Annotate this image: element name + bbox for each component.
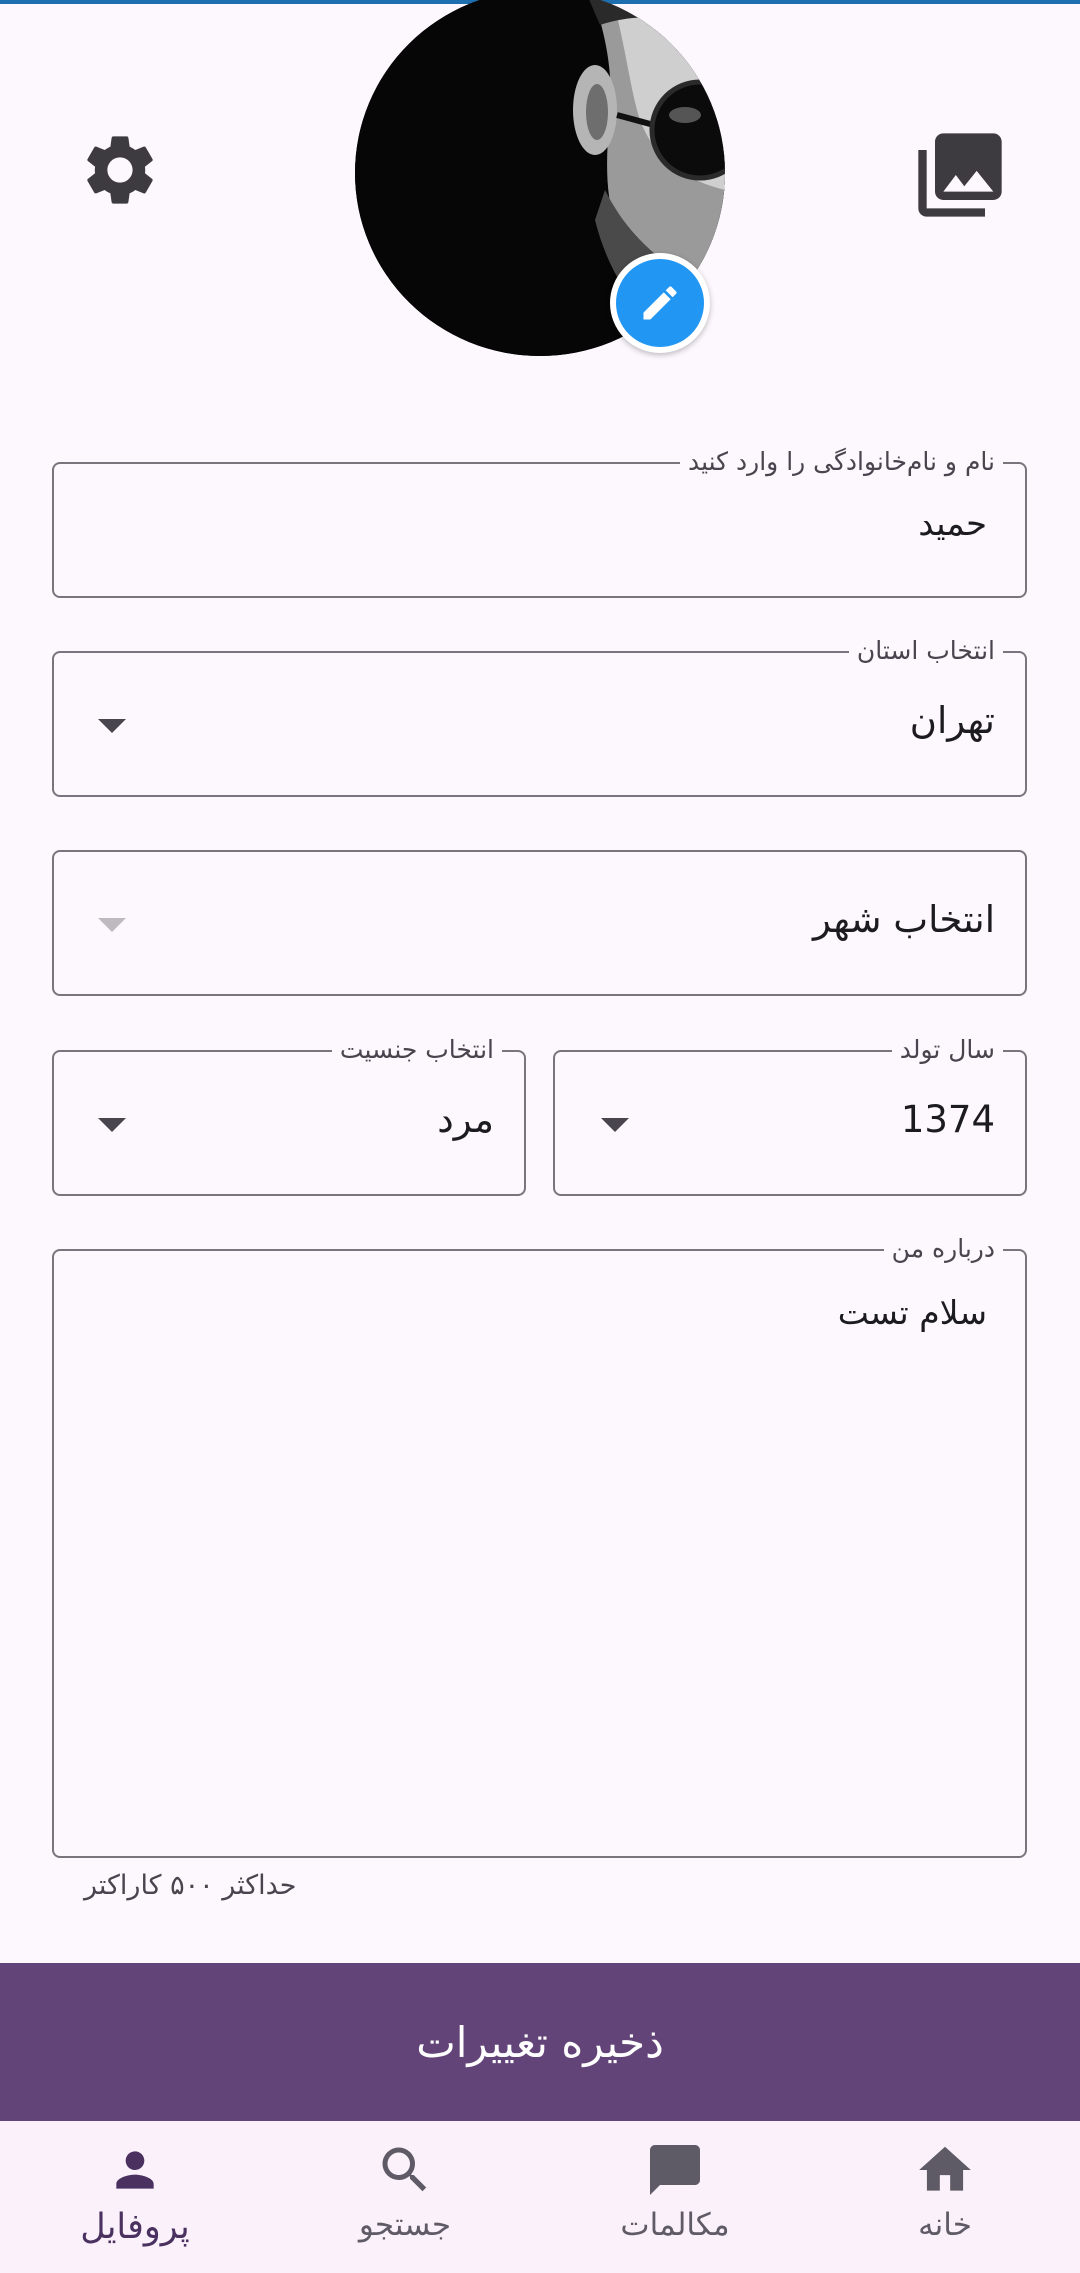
chevron-down-icon bbox=[98, 1118, 126, 1132]
province-dropdown-label: انتخاب استان bbox=[849, 636, 1003, 666]
gallery-button[interactable] bbox=[905, 120, 1015, 230]
chevron-down-icon bbox=[98, 719, 126, 733]
chevron-down-icon bbox=[601, 1118, 629, 1132]
province-dropdown-value: تهران bbox=[909, 699, 995, 742]
person-icon bbox=[107, 2142, 163, 2198]
chat-bubble-icon bbox=[645, 2140, 705, 2200]
edit-avatar-button[interactable] bbox=[610, 253, 710, 353]
city-dropdown[interactable] bbox=[52, 850, 1027, 996]
nav-search-label: جستجو bbox=[358, 2207, 452, 2243]
gender-value: مرد bbox=[437, 1098, 494, 1141]
nav-profile-label: پروفایل bbox=[80, 2207, 190, 2247]
gender-dropdown[interactable] bbox=[52, 1035, 526, 1196]
nav-home-label: خانه bbox=[918, 2207, 972, 2243]
gear-icon bbox=[78, 128, 162, 212]
name-field[interactable] bbox=[52, 447, 1027, 598]
about-me-textarea[interactable] bbox=[52, 1234, 1027, 1858]
pencil-icon bbox=[638, 281, 682, 325]
birth-year-label: سال تولد bbox=[892, 1035, 1003, 1065]
birth-year-value: 1374 bbox=[900, 1098, 995, 1141]
birth-year-dropdown[interactable] bbox=[553, 1035, 1027, 1196]
nav-chats-label: مکالمات bbox=[620, 2207, 730, 2243]
province-dropdown[interactable] bbox=[52, 636, 1027, 797]
name-field-label: نام و نام‌خانوادگی را وارد کنید bbox=[680, 447, 1003, 477]
bottom-navigation bbox=[0, 2121, 1080, 2273]
chevron-down-icon bbox=[98, 918, 126, 932]
gender-label: انتخاب جنسیت bbox=[332, 1035, 502, 1065]
name-field-value: حمید bbox=[918, 504, 987, 544]
search-icon bbox=[375, 2140, 435, 2200]
about-me-helper-text: حداکثر ۵۰۰ کاراکتر bbox=[84, 1870, 297, 1901]
home-icon bbox=[914, 2139, 976, 2201]
about-me-value: سلام تست bbox=[837, 1293, 987, 1332]
nav-home[interactable] bbox=[810, 2121, 1080, 2273]
nav-profile[interactable] bbox=[0, 2121, 270, 2273]
nav-chats[interactable] bbox=[540, 2121, 810, 2273]
save-changes-button[interactable]: ذخیره تغییرات bbox=[0, 1963, 1080, 2121]
about-me-label: درباره من bbox=[884, 1234, 1003, 1264]
city-dropdown-placeholder: انتخاب شهر bbox=[813, 898, 995, 941]
nav-search[interactable] bbox=[270, 2121, 540, 2273]
settings-button[interactable] bbox=[70, 120, 170, 220]
photo-library-icon bbox=[910, 125, 1010, 225]
